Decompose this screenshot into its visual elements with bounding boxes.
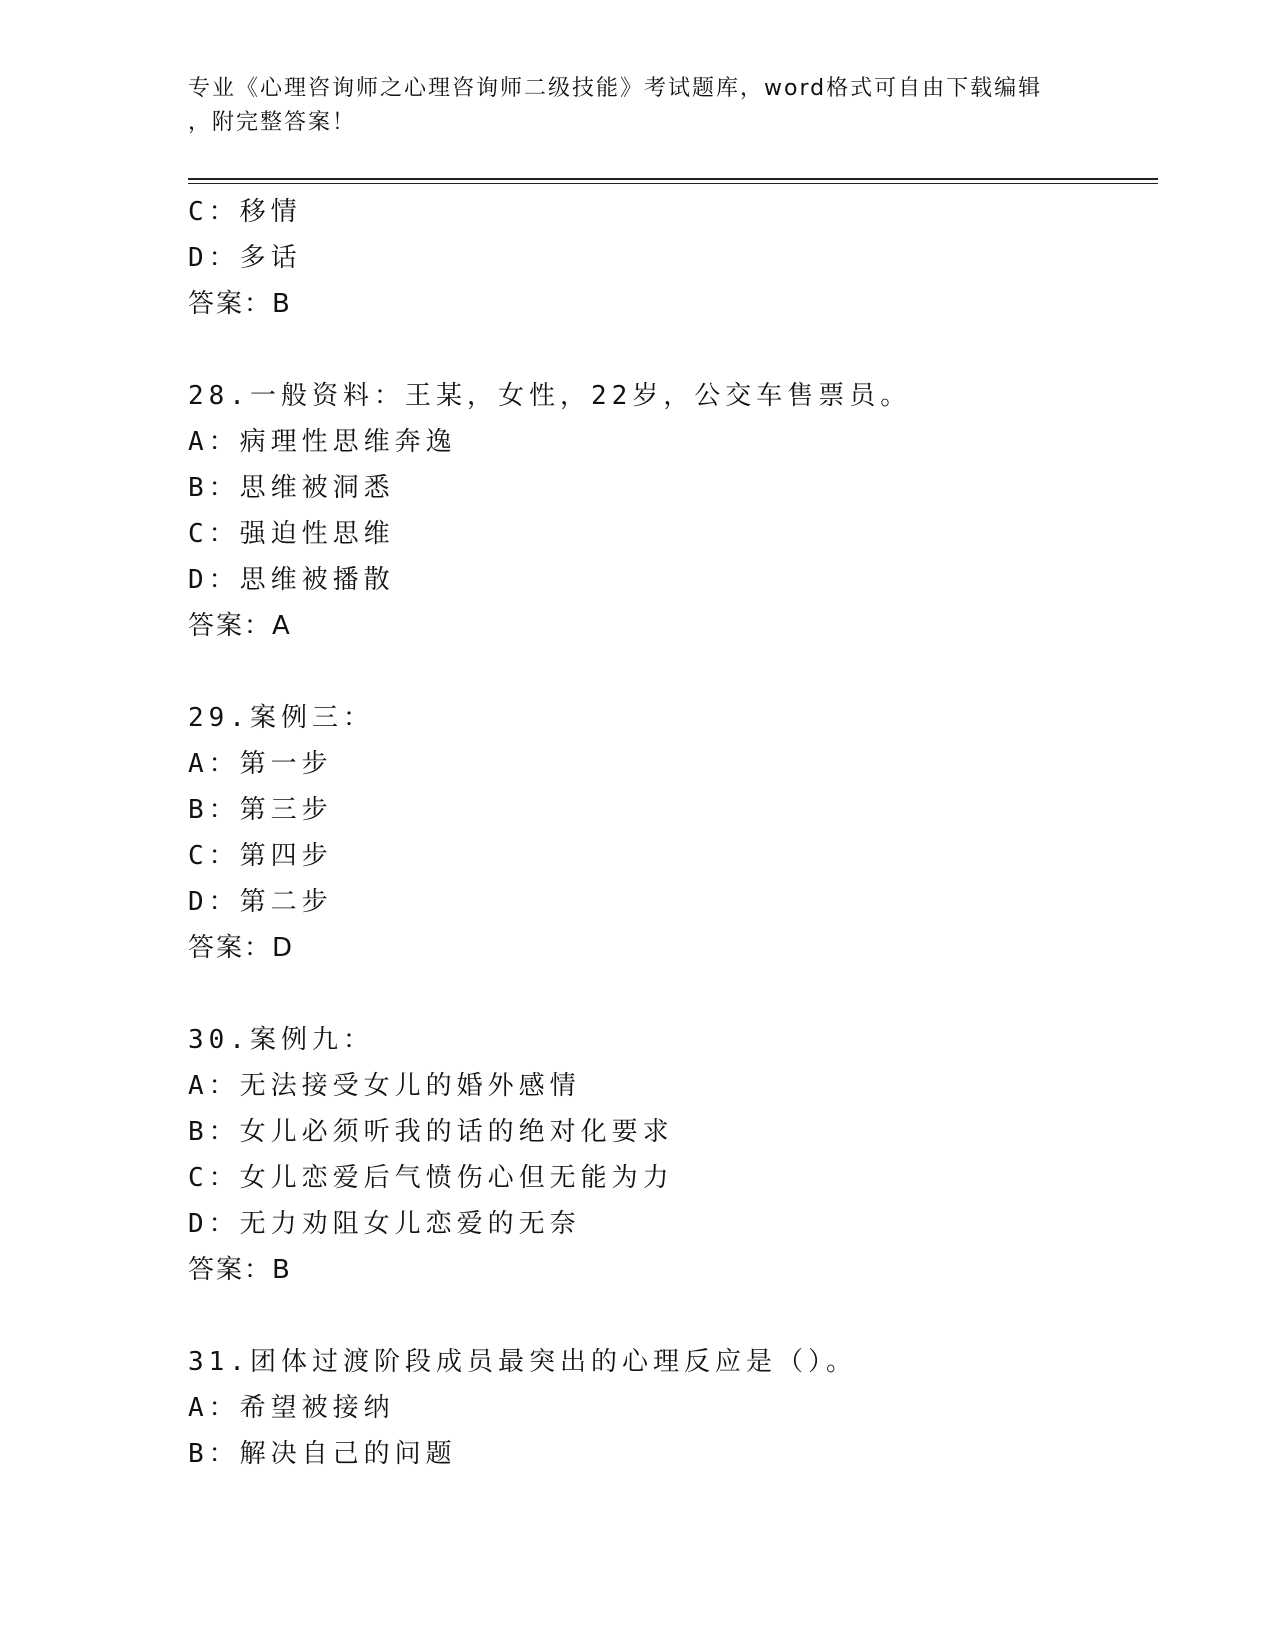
option-c: C：强迫性思维 bbox=[188, 519, 395, 549]
option-c: C：女儿恋爱后气愤伤心但无能为力 bbox=[188, 1163, 674, 1193]
header-rule-thin bbox=[188, 183, 1158, 184]
answer: 答案：B bbox=[188, 289, 292, 319]
option-a: A：希望被接纳 bbox=[188, 1393, 395, 1423]
document-header bbox=[188, 72, 1088, 140]
question-29 bbox=[188, 695, 1148, 971]
option-b: B：第三步 bbox=[188, 795, 333, 825]
question-stem: 31.团体过渡阶段成员最突出的心理反应是（）。 bbox=[188, 1347, 857, 1377]
question-list bbox=[188, 189, 1148, 1477]
option-b: B：思维被洞悉 bbox=[188, 473, 395, 503]
spacer bbox=[188, 649, 1148, 695]
spacer bbox=[188, 327, 1148, 373]
question-31 bbox=[188, 1339, 1148, 1477]
answer: 答案：D bbox=[188, 933, 295, 963]
header-line-1: 专业《心理咨询师之心理咨询师二级技能》考试题库，word格式可自由下载编辑 bbox=[188, 76, 1043, 101]
option-c: C：第四步 bbox=[188, 841, 333, 871]
question-stem: 28.一般资料：王某，女性，22岁，公交车售票员。 bbox=[188, 381, 912, 411]
option-d: D：无力劝阻女儿恋爱的无奈 bbox=[188, 1209, 581, 1239]
option-d: D：思维被播散 bbox=[188, 565, 395, 595]
option-a: A：第一步 bbox=[188, 749, 333, 779]
spacer bbox=[188, 1293, 1148, 1339]
option-a: A：病理性思维奔逸 bbox=[188, 427, 457, 457]
header-rule-thick bbox=[188, 178, 1158, 180]
answer: 答案：B bbox=[188, 1255, 292, 1285]
answer: 答案：A bbox=[188, 611, 292, 641]
header-line-2: ，附完整答案！ bbox=[188, 110, 357, 135]
question-stem: 30.案例九： bbox=[188, 1025, 374, 1055]
option-b: B：女儿必须听我的话的绝对化要求 bbox=[188, 1117, 674, 1147]
spacer bbox=[188, 971, 1148, 1017]
option-b: B：解决自己的问题 bbox=[188, 1439, 457, 1469]
continued-question bbox=[188, 189, 1148, 327]
option-c: C：移情 bbox=[188, 197, 302, 227]
question-30 bbox=[188, 1017, 1148, 1293]
option-d: D：第二步 bbox=[188, 887, 333, 917]
question-28 bbox=[188, 373, 1148, 649]
question-stem: 29.案例三： bbox=[188, 703, 374, 733]
option-a: A：无法接受女儿的婚外感情 bbox=[188, 1071, 581, 1101]
option-d: D：多话 bbox=[188, 243, 302, 273]
